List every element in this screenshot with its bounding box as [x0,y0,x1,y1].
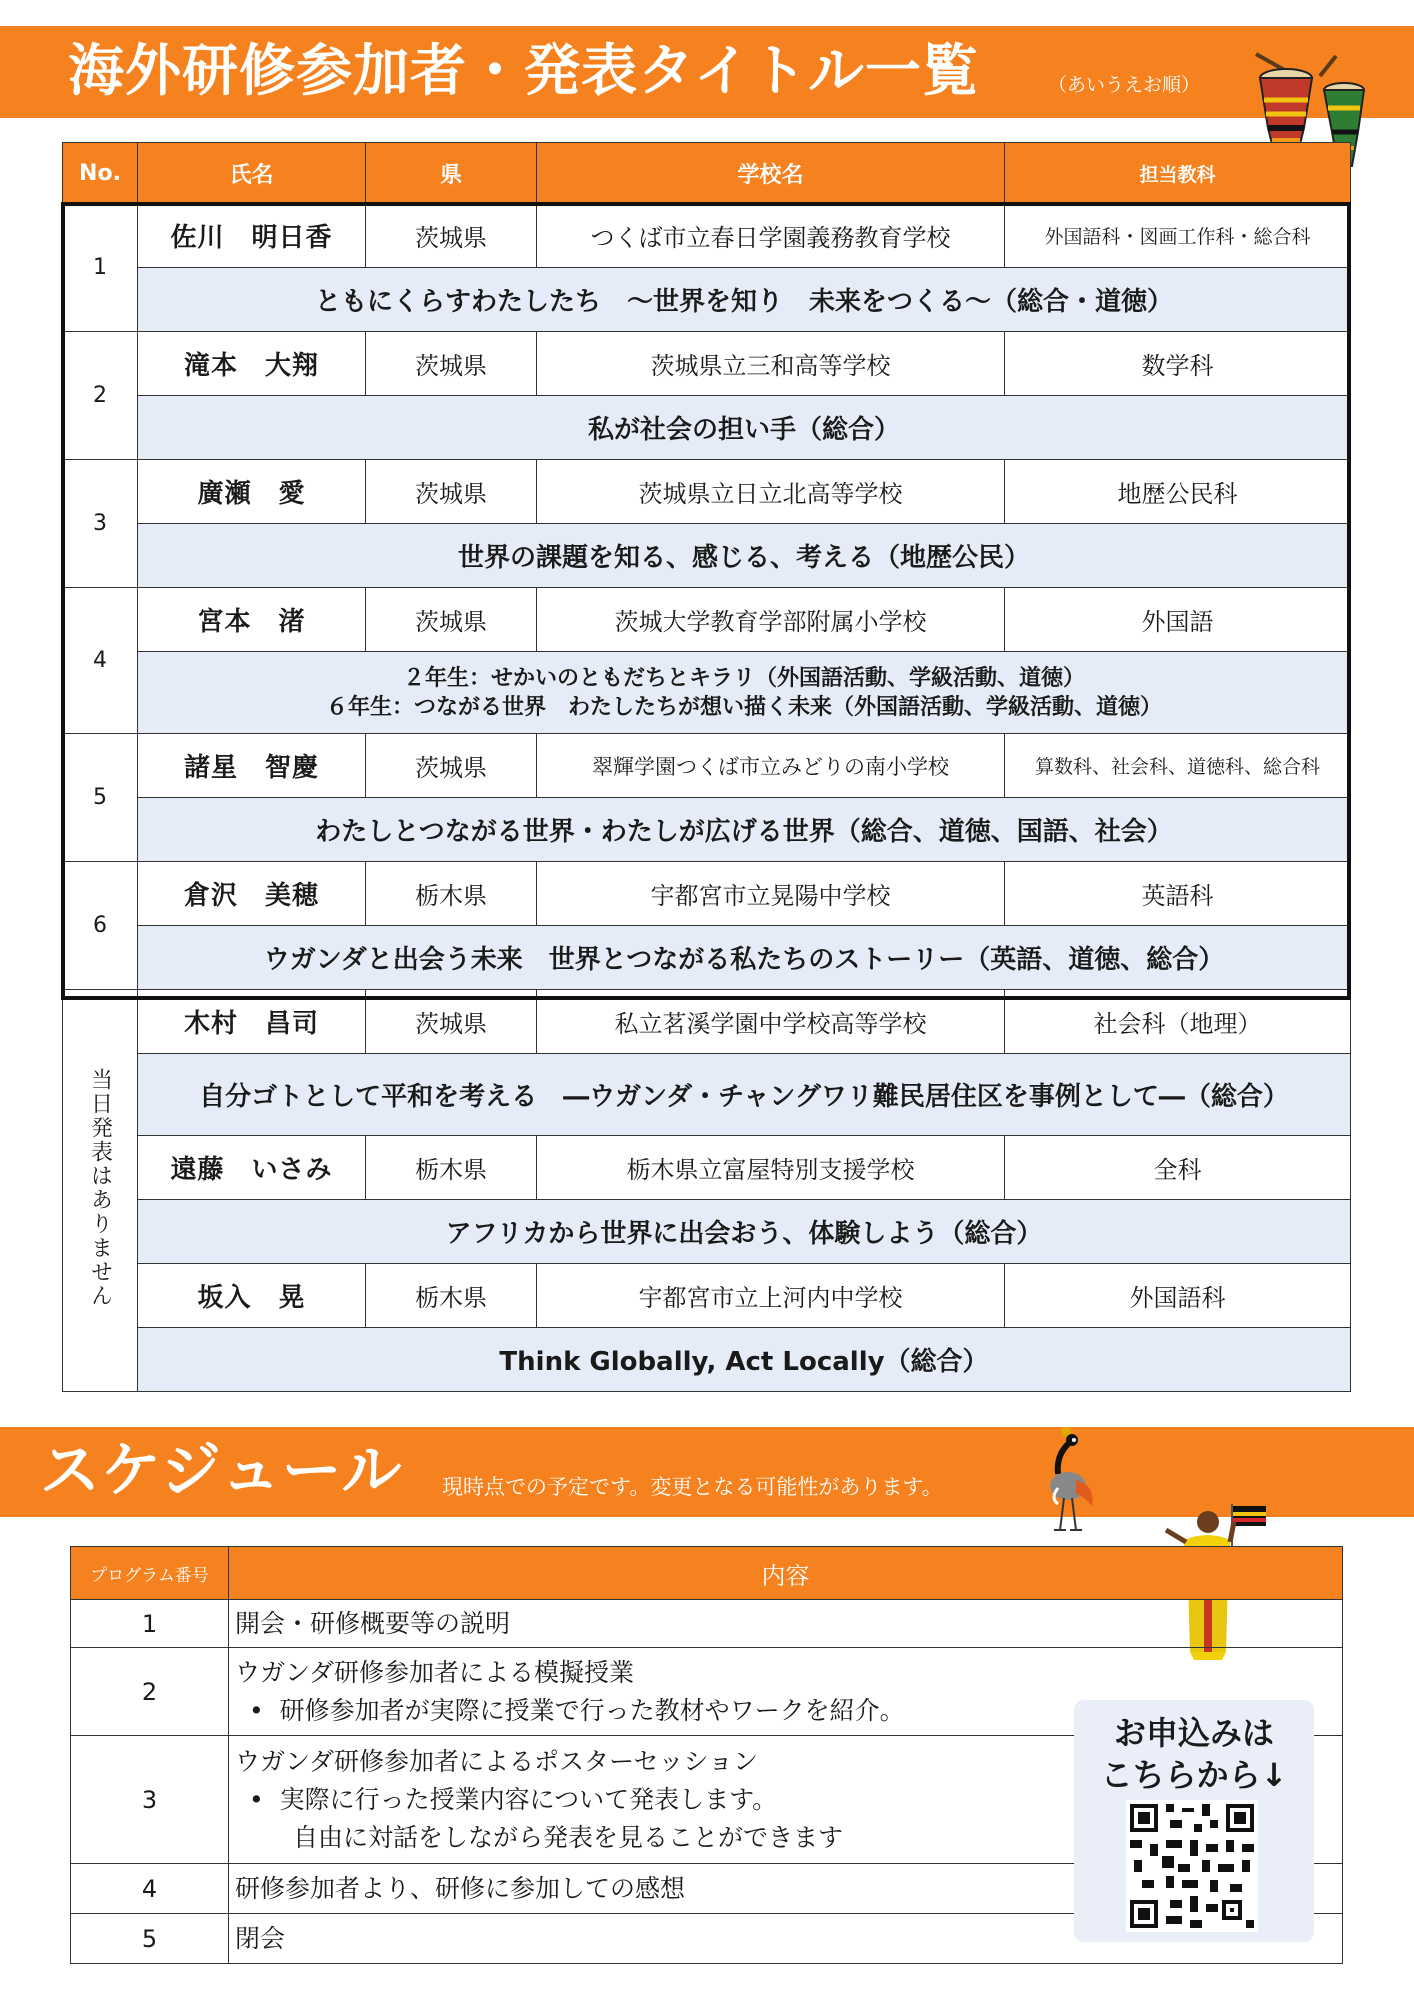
participant-name: 木村 昌司 [138,990,366,1054]
prefecture: 茨城県 [366,204,537,268]
table-row [63,1264,1351,1328]
participant-name: 佐川 明日香 [138,204,366,268]
presentation-title: 世界の課題を知る、感じる、考える（地歴公民） [138,524,1351,588]
crowned-crane-illustration [1036,1426,1100,1538]
qr-code[interactable] [1126,1800,1258,1932]
title-row [63,1200,1351,1264]
header-banner [0,26,1414,118]
col-header-subject: 担当教科 [1005,143,1351,204]
program-bullet: • 研修参加者が実際に授業で行った教材やワークを紹介。 [249,1695,905,1725]
participant-name: 廣瀬 愛 [138,460,366,524]
table-row [63,990,1351,1054]
participants-table [62,142,1351,1392]
schedule-title: スケジュール [40,1436,403,1506]
participant-name: 諸星 智慶 [138,734,366,798]
program-content: 研修参加者より、研修に参加しての感想 [229,1864,1343,1914]
subject: 全科 [1005,1136,1351,1200]
page-title: 海外研修参加者・発表タイトル一覧 [68,39,979,104]
table-header-row [63,143,1351,204]
table-row [63,588,1351,652]
title-row [63,798,1351,862]
row-number: 2 [63,332,138,460]
school-name: 翠輝学園つくば市立みどりの南小学校 [537,734,1005,798]
participant-name: 滝本 大翔 [138,332,366,396]
schedule-row [71,1600,1343,1648]
school-name: 宇都宮市立晃陽中学校 [537,862,1005,926]
program-number: 4 [71,1864,229,1914]
title-row [63,1054,1351,1136]
col-header-program-number: プログラム番号 [71,1547,229,1600]
school-name: 茨城県立三和高等学校 [537,332,1005,396]
subject: 算数科、社会科、道徳科、総合科 [1005,734,1351,798]
row-number: 6 [63,862,138,990]
row-number: 5 [63,734,138,862]
title-line: ２年生：せかいのともだちとキラリ（外国語活動、学級活動、道徳） [402,665,1085,691]
col-header-school: 学校名 [537,143,1005,204]
prefecture: 茨城県 [366,990,537,1054]
prefecture: 茨城県 [366,734,537,798]
program-text: ウガンダ研修参加者によるポスターセッション [235,1746,759,1776]
presentation-title: わたしとつながる世界・わたしが広げる世界（総合、道徳、国語、社会） [138,798,1351,862]
row-number: 4 [63,588,138,734]
no-presentation-cell [63,990,138,1392]
schedule-header-row [71,1547,1343,1600]
program-text: ウガンダ研修参加者による模擬授業 [235,1657,635,1687]
col-header-content: 内容 [229,1547,1343,1600]
program-bullet-continuation: 自由に対話をしながら発表を見ることができます [293,1822,844,1852]
table-row [63,460,1351,524]
presentation-title [138,652,1351,734]
prefecture: 茨城県 [366,588,537,652]
title-row [63,268,1351,332]
subject: 地歴公民科 [1005,460,1351,524]
participant-name: 坂入 晃 [138,1264,366,1328]
presentation-title: ウガンダと出会う未来 世界とつながる私たちのストーリー（英語、道徳、総合） [138,926,1351,990]
program-number: 2 [71,1648,229,1736]
row-number: 3 [63,460,138,588]
title-row [63,524,1351,588]
prefecture: 栃木県 [366,1264,537,1328]
prefecture: 栃木県 [366,862,537,926]
program-content: 閉会 [229,1914,1343,1964]
title-row [63,652,1351,734]
presentation-title: 自分ゴトとして平和を考える ―ウガンダ・チャングワリ難民居住区を事例として―（総合） [138,1054,1351,1136]
program-number: 5 [71,1914,229,1964]
program-bullet-text: 実際に行った授業内容について発表します。 [279,1784,778,1814]
subject: 数学科 [1005,332,1351,396]
col-header-name: 氏名 [138,143,366,204]
schedule-note: 現時点での予定です。変更となる可能性があります。 [442,1475,943,1499]
prefecture: 栃木県 [366,1136,537,1200]
table-row [63,332,1351,396]
sort-note: （あいうえお順） [1048,74,1201,96]
program-bullet: • 実際に行った授業内容について発表します。 [249,1784,778,1814]
row-number: 1 [63,204,138,332]
subject: 外国語 [1005,588,1351,652]
apply-text-line2: こちらから↓ [1100,1756,1288,1794]
subject: 外国語科・図画工作科・総合科 [1005,204,1351,268]
prefecture: 茨城県 [366,332,537,396]
presentation-title: Think Globally, Act Locally（総合） [138,1328,1351,1392]
school-name: 茨城大学教育学部附属小学校 [537,588,1005,652]
program-number: 1 [71,1600,229,1648]
school-name: 私立茗溪学園中学校高等学校 [537,990,1005,1054]
table-row [63,862,1351,926]
subject: 英語科 [1005,862,1351,926]
col-header-no: No. [63,143,138,204]
table-row [63,1136,1351,1200]
program-bullet-text: 研修参加者が実際に授業で行った教材やワークを紹介。 [279,1695,905,1725]
school-name: 茨城県立日立北高等学校 [537,460,1005,524]
program-content: 開会・研修概要等の説明 [229,1600,1343,1648]
presentation-title: ともにくらすわたしたち 〜世界を知り 未来をつくる〜（総合・道徳） [138,268,1351,332]
participant-name: 宮本 渚 [138,588,366,652]
title-row [63,396,1351,460]
school-name: つくば市立春日学園義務教育学校 [537,204,1005,268]
title-row [63,1328,1351,1392]
table-row [63,204,1351,268]
participant-name: 遠藤 いさみ [138,1136,366,1200]
prefecture: 茨城県 [366,460,537,524]
title-row [63,926,1351,990]
school-name: 宇都宮市立上河内中学校 [537,1264,1005,1328]
table-row [63,734,1351,798]
no-presentation-label: 当日発表はありません [87,1067,113,1308]
presentation-title: 私が社会の担い手（総合） [138,396,1351,460]
program-number: 3 [71,1736,229,1864]
subject: 社会科（地理） [1005,990,1351,1054]
col-header-prefecture: 県 [366,143,537,204]
apply-text-line1: お申込みは [1113,1714,1274,1752]
participant-name: 倉沢 美穂 [138,862,366,926]
presentation-title: アフリカから世界に出会おう、体験しよう（総合） [138,1200,1351,1264]
school-name: 栃木県立富屋特別支援学校 [537,1136,1005,1200]
subject: 外国語科 [1005,1264,1351,1328]
title-line: ６年生：つながる世界 わたしたちが想い描く未来（外国語活動、学級活動、道徳） [325,694,1162,720]
